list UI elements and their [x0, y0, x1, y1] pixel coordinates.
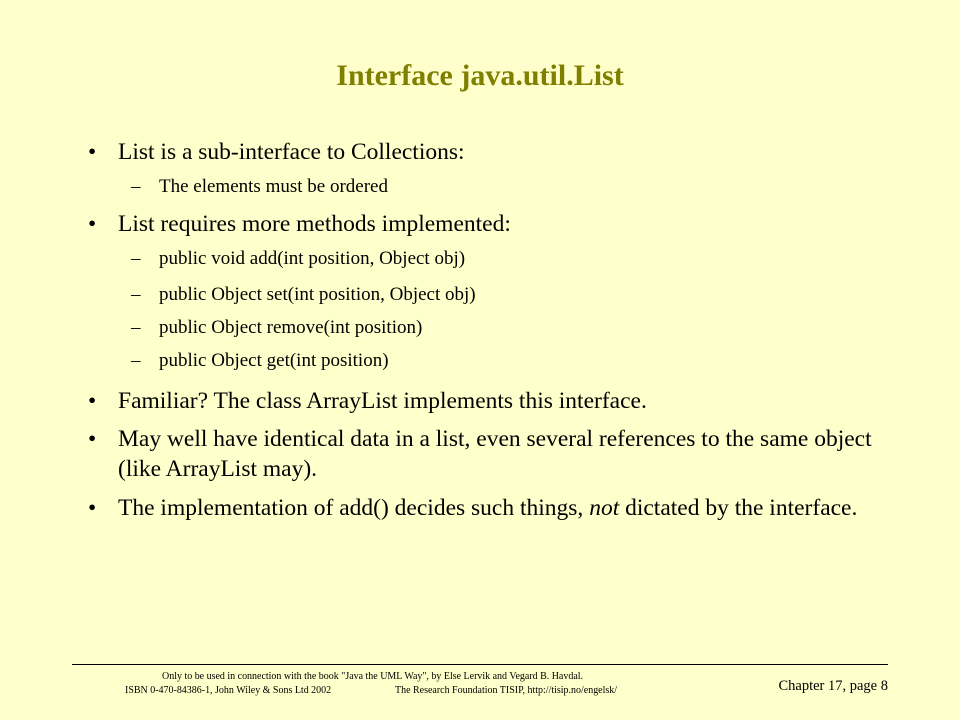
dash-marker: – — [131, 317, 141, 338]
dash-marker: – — [131, 284, 141, 305]
sub-text: public Object remove(int position) — [159, 317, 423, 338]
dash-marker: – — [131, 350, 141, 371]
sub-item — [131, 283, 871, 307]
page-number: Chapter 17, page 8 — [778, 678, 888, 694]
bullet-marker: • — [88, 388, 97, 414]
sub-item — [131, 316, 871, 340]
bullet-text: May well have identical data in a list, even several references to the same object (like ArrayList may). — [118, 426, 872, 482]
footer-publisher: The Research Foundation TISIP, http://tisip.no/engelsk/ — [395, 685, 618, 696]
footer-isbn: ISBN 0-470-84386-1, John Wiley & Sons Ltd 2002 — [125, 685, 332, 696]
sub-item — [131, 247, 871, 271]
sub-text: public Object get(int position) — [159, 350, 389, 371]
bullet-item — [88, 493, 878, 523]
bullet-marker: • — [88, 211, 97, 237]
footer-divider — [72, 664, 888, 665]
emphasis-text: not — [589, 495, 620, 521]
sub-text: public void add(int position, Object obj) — [159, 248, 466, 269]
dash-marker: – — [131, 176, 141, 197]
bullet-item — [88, 137, 878, 167]
bullet-item — [88, 386, 878, 416]
sub-item — [131, 175, 871, 199]
bullet-marker: • — [88, 139, 97, 165]
sub-text: The elements must be ordered — [159, 176, 388, 197]
bullet-marker: • — [88, 495, 97, 521]
bullet-item — [88, 424, 878, 484]
dash-marker: – — [131, 248, 141, 269]
bullet-item — [88, 209, 878, 239]
slide-title: Interface java.util.List — [336, 59, 624, 92]
bullet-text: Familiar? The class ArrayList implements this interface. — [118, 388, 647, 414]
bullet-marker: • — [88, 426, 97, 452]
bullet-text — [118, 493, 878, 523]
bullet-text-part: The implementation of add() decides such things, — [118, 495, 590, 521]
footer-copyright: Only to be used in connection with the book "Java the UML Way", by Else Lervik and Vegard B. Havdal. — [162, 671, 584, 682]
bullet-text: List is a sub-interface to Collections: — [118, 139, 465, 165]
sub-item — [131, 349, 871, 373]
bullet-text-part: dictated by the interface. — [619, 495, 858, 521]
bullet-text: List requires more methods implemented: — [118, 211, 511, 237]
sub-text: public Object set(int position, Object obj) — [159, 284, 476, 305]
